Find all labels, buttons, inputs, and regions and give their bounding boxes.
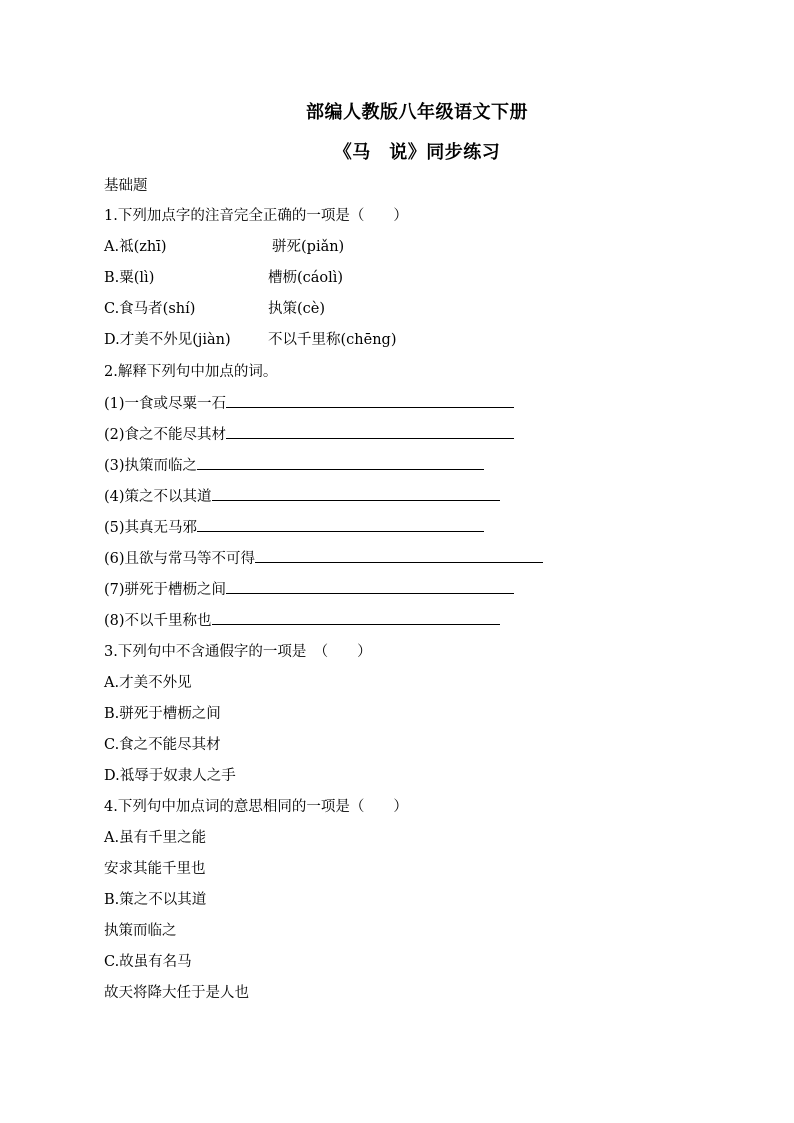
q4-option-a-pair: 安求其能千里也 (104, 861, 206, 877)
answer-blank[interactable] (255, 548, 543, 563)
q1-option-a: A.祗(zhī) (104, 239, 167, 255)
answer-blank[interactable] (197, 455, 484, 470)
answer-blank[interactable] (226, 424, 514, 439)
q3-option-d: D.祗辱于奴隶人之手 (104, 768, 236, 784)
q2-item (104, 579, 514, 600)
q1-option-d-second: 不以千里称(chēng) (268, 332, 397, 348)
answer-blank[interactable] (212, 486, 500, 501)
question-4-stem: 4.下列句中加点词的意思相同的一项是（ ） (104, 799, 408, 815)
q2-item-text: (8)不以千里称也 (104, 613, 212, 629)
answer-blank[interactable] (197, 517, 484, 532)
q4-option-c: C.故虽有名马 (104, 954, 192, 970)
q2-item-text: (3)执策而临之 (104, 458, 198, 474)
q1-option-d: D.才美不外见(jiàn) (104, 332, 231, 348)
q2-item (104, 610, 500, 631)
q2-item (104, 393, 514, 414)
q2-item-text: (2)食之不能尽其材 (104, 427, 227, 443)
document-subtitle: 《马 说》同步练习 (333, 142, 501, 163)
q3-option-b: B.骈死于槽枥之间 (104, 706, 221, 722)
q1-option-c: C.食马者(shí) (104, 301, 196, 317)
answer-blank[interactable] (212, 610, 500, 625)
q2-item (104, 548, 543, 569)
q4-option-b: B.策之不以其道 (104, 892, 207, 908)
question-1-stem: 1.下列加点字的注音完全正确的一项是（ ） (104, 208, 408, 224)
q1-option-b-second: 槽枥(cáolì) (268, 270, 344, 286)
answer-blank[interactable] (226, 579, 514, 594)
question-3-stem: 3.下列句中不含通假字的一项是 （ ） (104, 644, 372, 660)
q2-item-text: (6)且欲与常马等不可得 (104, 551, 256, 567)
question-2-stem: 2.解释下列句中加点的词。 (104, 364, 278, 380)
q4-option-b-pair: 执策而临之 (104, 923, 177, 939)
answer-blank[interactable] (226, 393, 514, 408)
q2-item (104, 455, 484, 476)
section-heading: 基础题 (104, 178, 148, 194)
q2-item (104, 486, 500, 507)
q3-option-c: C.食之不能尽其材 (104, 737, 221, 753)
q2-item (104, 517, 484, 538)
document-title: 部编人教版八年级语文下册 (306, 102, 528, 123)
q1-option-a-second: 骈死(piǎn) (272, 239, 345, 255)
q1-option-b: B.粟(lì) (104, 270, 155, 286)
q2-item-text: (1)一食或尽粟一石 (104, 396, 227, 412)
q2-item-text: (7)骈死于槽枥之间 (104, 582, 227, 598)
q4-option-c-pair: 故天将降大任于是人也 (104, 985, 249, 1001)
q4-option-a: A.虽有千里之能 (104, 830, 207, 846)
q1-option-c-second: 执策(cè) (268, 301, 326, 317)
q2-item-text: (5)其真无马邪 (104, 520, 198, 536)
q3-option-a: A.才美不外见 (104, 675, 192, 691)
q2-item (104, 424, 514, 445)
q2-item-text: (4)策之不以其道 (104, 489, 212, 505)
